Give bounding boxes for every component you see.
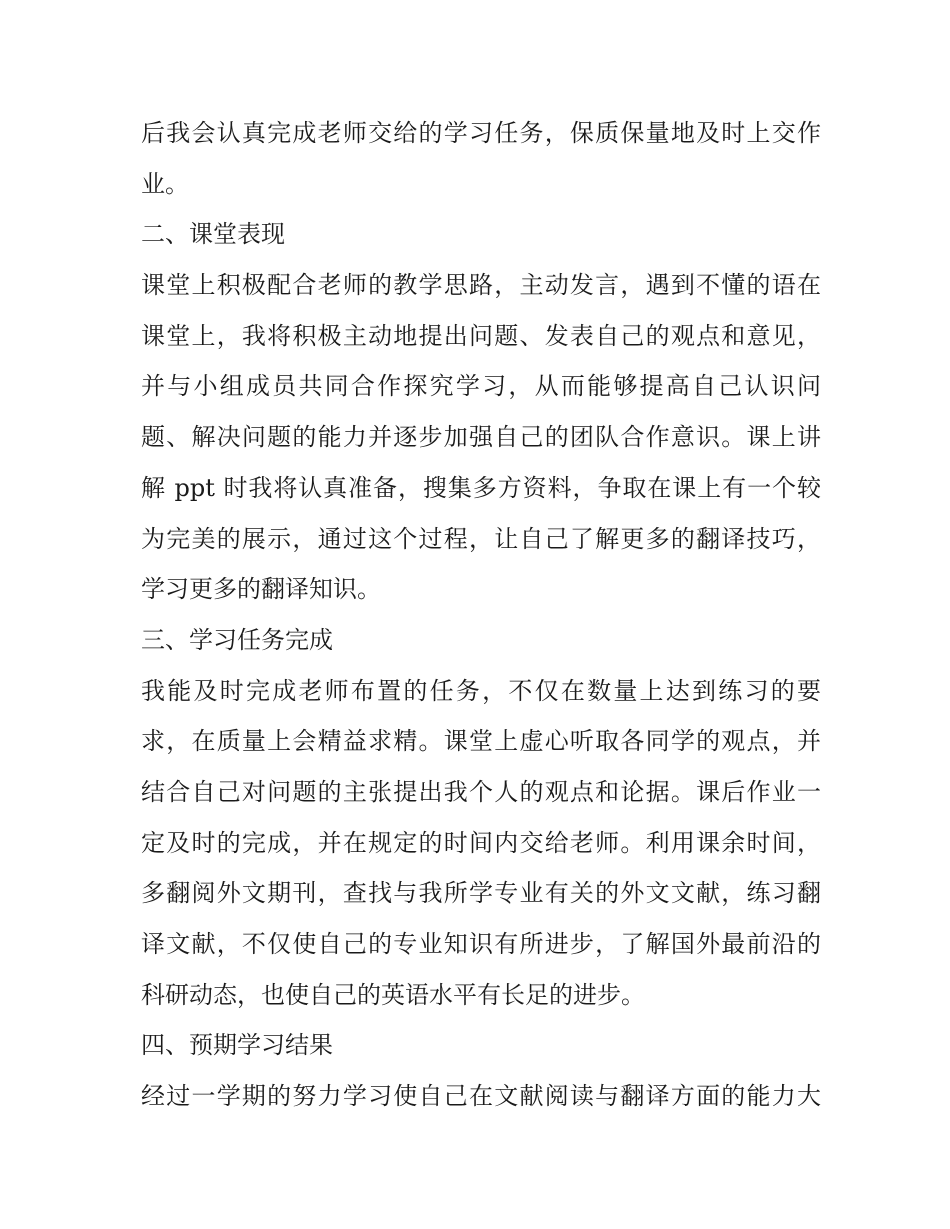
paragraph-line: 求，在质量上会精益求精。课堂上虚心听取各同学的观点，并 — [141, 727, 821, 756]
paragraph — [141, 1071, 821, 1122]
paragraph — [141, 108, 821, 209]
section-heading: 二、课堂表现 — [141, 220, 285, 249]
paragraph-line: 多翻阅外文期刊，查找与我所学专业有关的外文文献，练习翻 — [141, 879, 821, 908]
paragraph-line: 学习更多的翻译知识。 — [141, 575, 381, 604]
paragraph-line: 结合自己对问题的主张提出我个人的观点和论据。课后作业一 — [141, 777, 821, 806]
paragraph-line: 为完美的展示，通过这个过程，让自己了解更多的翻译技巧， — [141, 524, 821, 553]
section-heading: 三、学习任务完成 — [141, 625, 333, 654]
paragraph-line: 科研动态，也使自己的英语水平有长足的进步。 — [141, 980, 645, 1009]
paragraph-line: 后我会认真完成老师交给的学习任务，保质保量地及时上交作 — [141, 119, 821, 147]
paragraph-line: 我能及时完成老师布置的任务，不仅在数量上达到练习的要 — [141, 676, 821, 705]
paragraph-line: 题、解决问题的能力并逐步加强自己的团队合作意识。课上讲 — [141, 423, 821, 452]
paragraph-line: 并与小组成员共同合作探究学习，从而能够提高自己认识问 — [141, 372, 821, 401]
paragraph — [141, 260, 821, 615]
paragraph — [141, 666, 821, 1021]
paragraph-line: 定及时的完成，并在规定的时间内交给老师。利用课余时间， — [141, 828, 821, 857]
paragraph-line: 解 ppt 时我将认真准备，搜集多方资料，争取在课上有一个较 — [141, 473, 821, 502]
paragraph-line: 业。 — [141, 169, 189, 198]
paragraph-line: 经过一学期的努力学习使自己在文献阅读与翻译方面的能力大 — [141, 1082, 821, 1111]
paragraph-line: 课堂上，我将积极主动地提出问题、发表自己的观点和意见， — [141, 321, 821, 350]
paragraph-line: 课堂上积极配合老师的教学思路，主动发言，遇到不懂的语在 — [141, 271, 821, 300]
paragraph-line: 译文献，不仅使自己的专业知识有所进步，了解国外最前沿的 — [141, 930, 821, 958]
section-heading: 四、预期学习结果 — [141, 1031, 333, 1060]
document-body — [141, 108, 821, 1122]
